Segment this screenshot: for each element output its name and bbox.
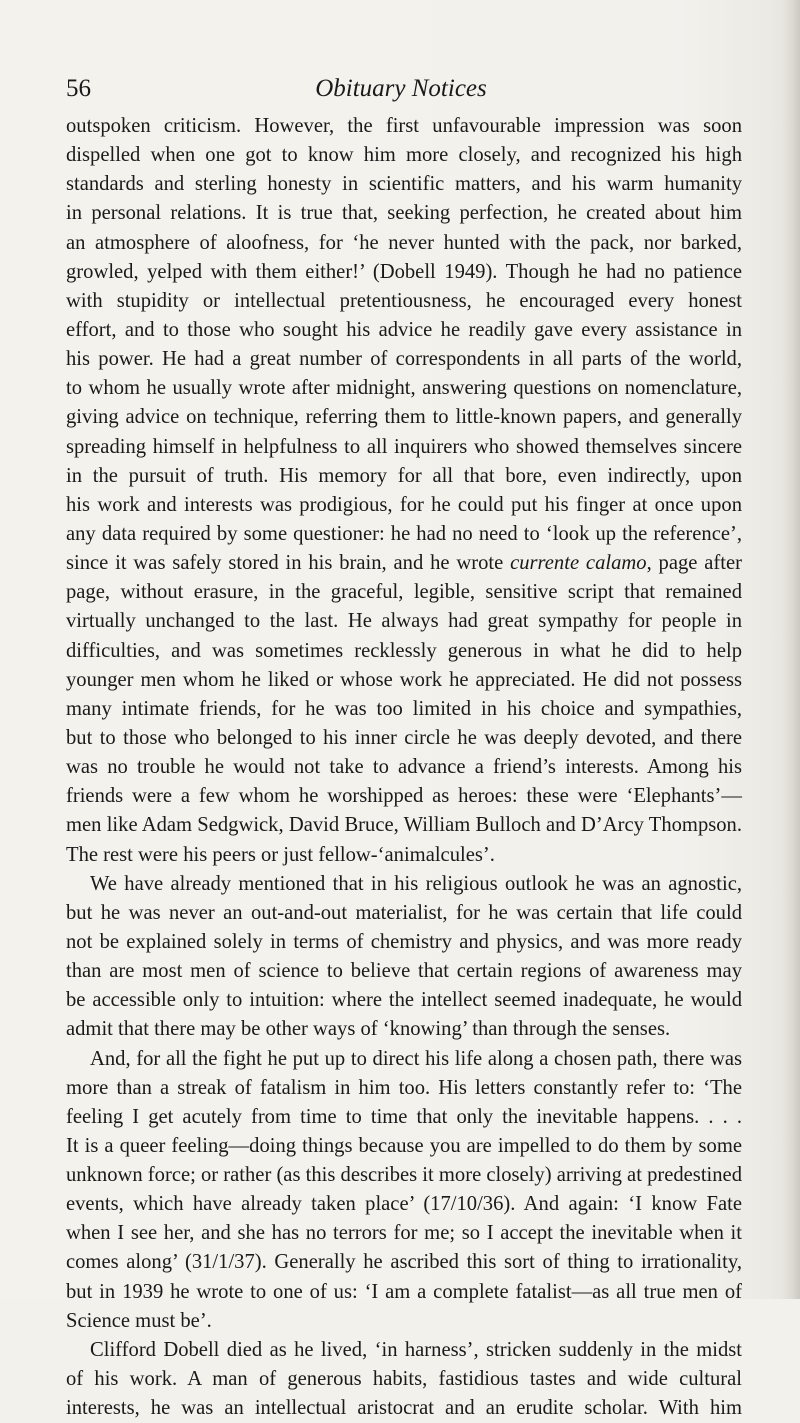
text-line: to whom he usually wrote after midnight, answering questions on nomenclature, bbox=[66, 377, 742, 400]
text-line: comes along’ (31/1/37). Generally he ascribed this sort of thing to irrationality, bbox=[66, 1251, 742, 1274]
text-line: standards and sterling honesty in scientific matters, and his warm humanity bbox=[66, 173, 742, 196]
text-line: men like Adam Sedgwick, David Bruce, William Bulloch and D’Arcy Thompson. bbox=[66, 814, 742, 837]
text-line: And, for all the fight he put up to direct his life along a chosen path, there was bbox=[90, 1047, 742, 1070]
text-line: giving advice on technique, referring them to little-known papers, and generally bbox=[66, 406, 742, 429]
text-line: admit that there may be other ways of ‘knowing’ than through the senses. bbox=[66, 1018, 671, 1041]
text-line: virtually unchanged to the last. He always had great sympathy for people in bbox=[66, 610, 742, 633]
text-line: but in 1939 he wrote to one of us: ‘I am a complete fatalist—as all true men of bbox=[66, 1280, 742, 1303]
text-line-segment: , page after bbox=[646, 552, 742, 575]
body-text bbox=[66, 112, 742, 1423]
text-line: friends were a few whom he worshipped as heroes: these were ‘Elephants’— bbox=[66, 785, 742, 808]
text-line: in personal relations. It is true that, seeking perfection, he created about him bbox=[66, 202, 742, 225]
text-line: Science must be’. bbox=[66, 1309, 212, 1332]
text-line: was no trouble he would not take to advance a friend’s interests. Among his bbox=[66, 756, 742, 779]
text-line: an atmosphere of aloofness, for ‘he never hunted with the pack, nor barked, bbox=[66, 231, 742, 254]
text-line: events, which have already taken place’ (17/10/36). And again: ‘I know Fate bbox=[66, 1193, 742, 1216]
text-line: effort, and to those who sought his advice he readily gave every assistance in bbox=[66, 318, 742, 341]
text-line: with stupidity or intellectual pretentiousness, he encouraged every honest bbox=[66, 289, 742, 312]
text-line: not be explained solely in terms of chemistry and physics, and was more ready bbox=[66, 930, 742, 953]
text-line: but he was never an out-and-out materialist, for he was certain that life could bbox=[66, 901, 742, 924]
text-line: in the pursuit of truth. His memory for all that bore, even indirectly, upon bbox=[66, 464, 742, 487]
text-line: dispelled when one got to know him more closely, and recognized his high bbox=[66, 144, 742, 167]
text-line: interests, he was an intellectual aristocrat and an erudite scholar. With him bbox=[66, 1397, 742, 1420]
text-line: feeling I get acutely from time to time that only the inevitable happens. . . . bbox=[66, 1105, 742, 1128]
text-line: more than a streak of fatalism in him too. His letters constantly refer to: ‘The bbox=[66, 1076, 742, 1099]
running-head bbox=[66, 74, 736, 108]
text-line: unknown force; or rather (as this describes it more closely) arriving at predestined bbox=[66, 1164, 742, 1187]
text-line: page, without erasure, in the graceful, legible, sensitive script that remained bbox=[66, 581, 742, 604]
text-line: when I see her, and she has no terrors for me; so I accept the inevitable when it bbox=[66, 1222, 742, 1245]
running-head-title: Obituary Notices bbox=[315, 75, 487, 102]
italic-latin-phrase: currente calamo bbox=[510, 552, 647, 575]
text-line: his work and interests was prodigious, for he could put his finger at once upon bbox=[66, 493, 742, 516]
text-line: any data required by some questioner: he had no need to ‘look up the reference’, bbox=[66, 522, 742, 545]
text-line-with-italic bbox=[66, 549, 742, 578]
page-number: 56 bbox=[66, 75, 91, 102]
text-line: outspoken criticism. However, the first unfavourable impression was soon bbox=[66, 115, 742, 137]
text-line: but to those who belonged to his inner circle he was deeply devoted, and there bbox=[66, 726, 742, 749]
text-line: younger men whom he liked or whose work he appreciated. He did not possess bbox=[66, 668, 742, 691]
text-line: It is a queer feeling—doing things because you are impelled to do them by some bbox=[66, 1134, 742, 1157]
text-line: spreading himself in helpfulness to all inquirers who showed themselves sincere bbox=[66, 435, 742, 458]
page-edge-shadow bbox=[782, 0, 800, 1299]
text-line: Clifford Dobell died as he lived, ‘in harness’, stricken suddenly in the midst bbox=[90, 1338, 742, 1361]
text-line: be accessible only to intuition: where the intellect seemed inadequate, he would bbox=[66, 989, 742, 1012]
text-line: growled, yelped with them either!’ (Dobell 1949). Though he had no patience bbox=[66, 260, 742, 283]
text-line: his power. He had a great number of correspondents in all parts of the world, bbox=[66, 348, 742, 371]
text-line: many intimate friends, for he was too limited in his choice and sympathies, bbox=[66, 697, 742, 720]
text-line: of his work. A man of generous habits, fastidious tastes and wide cultural bbox=[66, 1368, 742, 1391]
text-line: than are most men of science to believe that certain regions of awareness may bbox=[66, 960, 742, 983]
text-line: We have already mentioned that in his religious outlook he was an agnostic, bbox=[90, 872, 742, 895]
text-line-segment: since it was safely stored in his brain, and he wrote bbox=[66, 552, 511, 575]
text-line: difficulties, and was sometimes recklessly generous in what he did to help bbox=[66, 639, 742, 662]
text-line: The rest were his peers or just fellow-‘animalcules’. bbox=[66, 843, 495, 866]
